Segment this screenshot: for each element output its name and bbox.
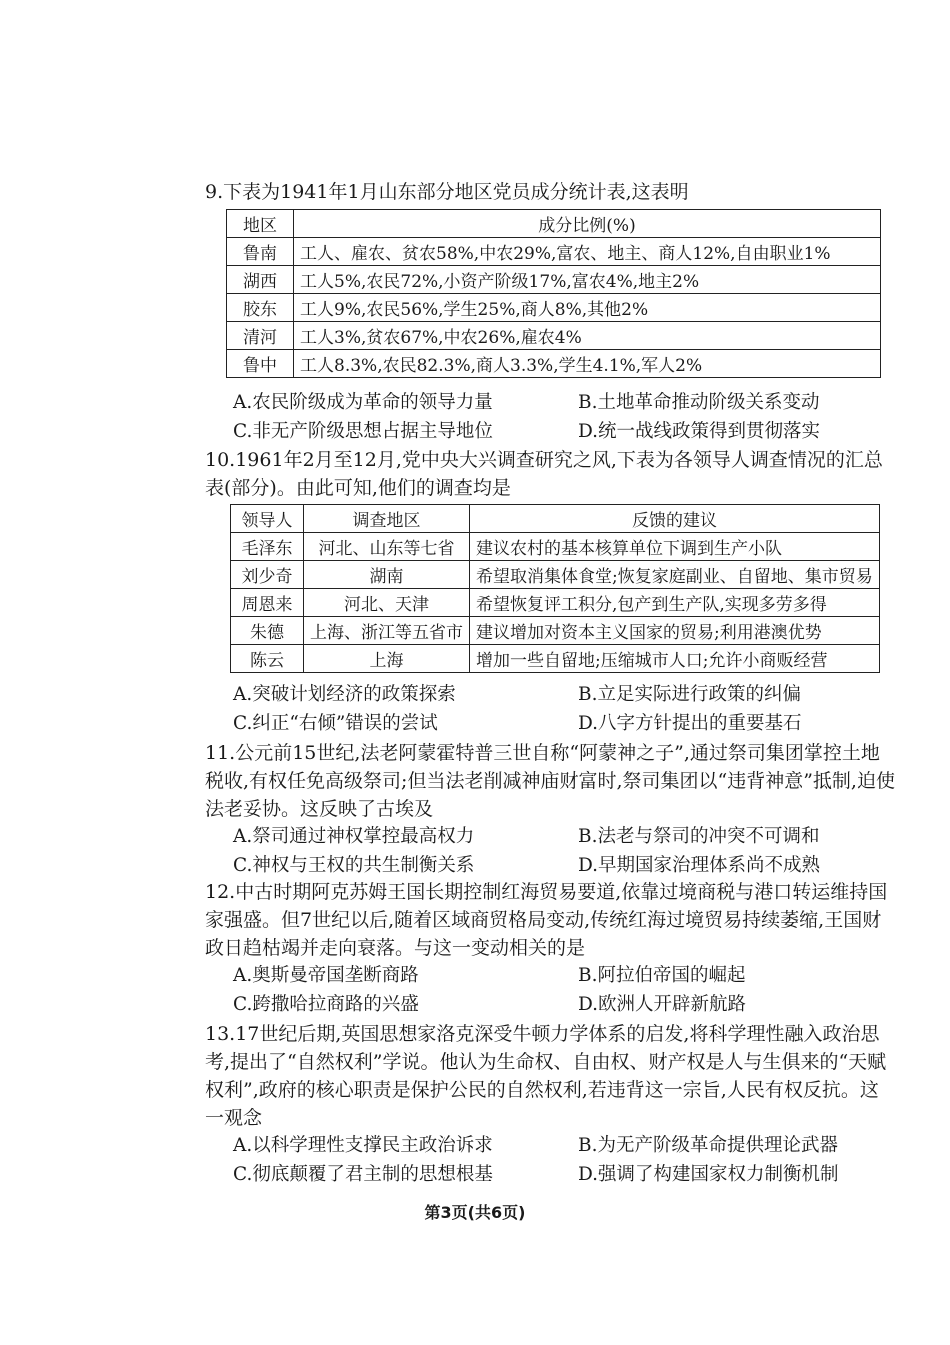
option-b[interactable]: B.土地革命推动阶级关系变动: [578, 392, 820, 413]
option-d[interactable]: D.欧洲人开辟新航路: [578, 993, 747, 1015]
table-cell: 河北、山东等七省: [304, 533, 470, 561]
table-cell: 建议增加对资本主义国家的贸易;利用港澳优势: [470, 617, 880, 645]
question-stem: 11.公元前15世纪,法老阿蒙霍特普三世自称“阿蒙神之子”,通过祭司集团掌控土地税收,有权任免高级祭司;但当法老削减神庙财富时,祭司集团以“违背神意”抵制,迫使法老妥协。这反映了古埃及: [205, 742, 895, 820]
table-cell: 工人9%,农民56%,学生25%,商人8%,其他2%: [294, 294, 881, 322]
table-row: [227, 238, 881, 266]
table-cell: 工人8.3%,农民82.3%,商人3.3%,学生4.1%,军人2%: [294, 350, 881, 378]
question-12: [205, 878, 895, 1019]
table-row: [231, 561, 880, 589]
option-a[interactable]: A.祭司通过神权掌控最高权力: [233, 826, 475, 847]
question-stem: 9.下表为1941年1月山东部分地区党员成分统计表,这表明: [205, 181, 689, 203]
table-cell: 工人3%,贫农67%,中农26%,雇农4%: [294, 322, 881, 350]
question-11: [205, 739, 895, 880]
leader-survey-table: [230, 504, 880, 673]
option-c[interactable]: C.纠正“右倾”错误的尝试: [233, 712, 438, 734]
question-10-options: [205, 681, 895, 738]
table-cell: 工人、雇农、贫农58%,中农29%,富农、地主、商人12%,自由职业1%: [294, 238, 881, 266]
page-footer: 第3页(共6页): [424, 1203, 526, 1222]
table-cell: 陈云: [231, 645, 304, 673]
table-header-row: [227, 210, 881, 238]
table-header: 地区: [227, 210, 294, 238]
option-a[interactable]: A.农民阶级成为革命的领导力量: [233, 392, 493, 413]
table-row: [231, 533, 880, 561]
table-cell: 上海: [304, 645, 470, 673]
question-stem: 10.1961年2月至12月,党中央大兴调查研究之风,下表为各领导人调查情况的汇总表(部分)。由此可知,他们的调查均是: [205, 449, 883, 499]
party-member-table: [226, 209, 881, 378]
question-10: [205, 446, 895, 502]
option-a[interactable]: A.奥斯曼帝国垄断商路: [233, 965, 419, 986]
option-c[interactable]: C.跨撒哈拉商路的兴盛: [233, 993, 419, 1015]
table-header: 领导人: [231, 505, 304, 533]
table-row: [231, 645, 880, 673]
table-row: [227, 266, 881, 294]
table-cell: 建议农村的基本核算单位下调到生产小队: [470, 533, 880, 561]
option-b[interactable]: B.为无产阶级革命提供理论武器: [578, 1135, 838, 1156]
table-cell: 朱德: [231, 617, 304, 645]
table-cell: 湖西: [227, 266, 294, 294]
table-header: 反馈的建议: [470, 505, 880, 533]
table-cell: 工人5%,农民72%,小资产阶级17%,富农4%,地主2%: [294, 266, 881, 294]
option-b[interactable]: B.阿拉伯帝国的崛起: [578, 965, 746, 986]
table-header: 调查地区: [304, 505, 470, 533]
option-b[interactable]: B.立足实际进行政策的纠偏: [578, 684, 801, 705]
question-stem: 12.中古时期阿克苏姆王国长期控制红海贸易要道,依靠过境商税与港口转运维持国家强盛。但7世纪以后,随着区域商贸格局变动,传统红海过境贸易持续萎缩,王国财政日趋枯竭并走向衰落。与这一变动相关的是: [205, 881, 888, 959]
table-cell: 增加一些自留地;压缩城市人口;允许小商贩经营: [470, 645, 880, 673]
table-cell: 刘少奇: [231, 561, 304, 589]
table-cell: 上海、浙江等五省市: [304, 617, 470, 645]
option-d[interactable]: D.早期国家治理体系尚不成熟: [578, 854, 821, 876]
question-stem: 13.17世纪后期,英国思想家洛克深受牛顿力学体系的启发,将科学理性融入政治思考,提出了“自然权利”学说。他认为生命权、自由权、财产权是人与生俱来的“天赋权利”,政府的核心职责是保护公民的自然权利,若违背这一宗旨,人民有权反抗。这一观念: [205, 1023, 887, 1129]
table-header-row: [231, 505, 880, 533]
table-row: [227, 350, 881, 378]
table-row: [231, 617, 880, 645]
table-cell: 周恩来: [231, 589, 304, 617]
table-row: [227, 322, 881, 350]
table-row: [227, 294, 881, 322]
table-cell: 胶东: [227, 294, 294, 322]
table-cell: 清河: [227, 322, 294, 350]
table-cell: 希望恢复评工积分,包产到生产队,实现多劳多得: [470, 589, 880, 617]
option-d[interactable]: D.强调了构建国家权力制衡机制: [578, 1163, 839, 1185]
option-d[interactable]: D.统一战线政策得到贯彻落实: [578, 420, 821, 442]
table-cell: 河北、天津: [304, 589, 470, 617]
option-a[interactable]: A.突破计划经济的政策探索: [233, 684, 456, 705]
question-13: [205, 1020, 895, 1189]
option-a[interactable]: A.以科学理性支撑民主政治诉求: [233, 1135, 493, 1156]
table-header: 成分比例(%): [294, 210, 881, 238]
option-c[interactable]: C.神权与王权的共生制衡关系: [233, 854, 475, 876]
question-9-options: [205, 389, 895, 446]
option-c[interactable]: C.彻底颠覆了君主制的思想根基: [233, 1163, 493, 1185]
table-cell: 毛泽东: [231, 533, 304, 561]
table-cell: 希望取消集体食堂;恢复家庭副业、自留地、集市贸易: [470, 561, 880, 589]
table-cell: 湖南: [304, 561, 470, 589]
option-b[interactable]: B.法老与祭司的冲突不可调和: [578, 826, 820, 847]
option-d[interactable]: D.八字方针提出的重要基石: [578, 712, 802, 734]
question-9: [205, 178, 895, 206]
option-c[interactable]: C.非无产阶级思想占据主导地位: [233, 420, 493, 442]
table-cell: 鲁中: [227, 350, 294, 378]
table-cell: 鲁南: [227, 238, 294, 266]
table-row: [231, 589, 880, 617]
